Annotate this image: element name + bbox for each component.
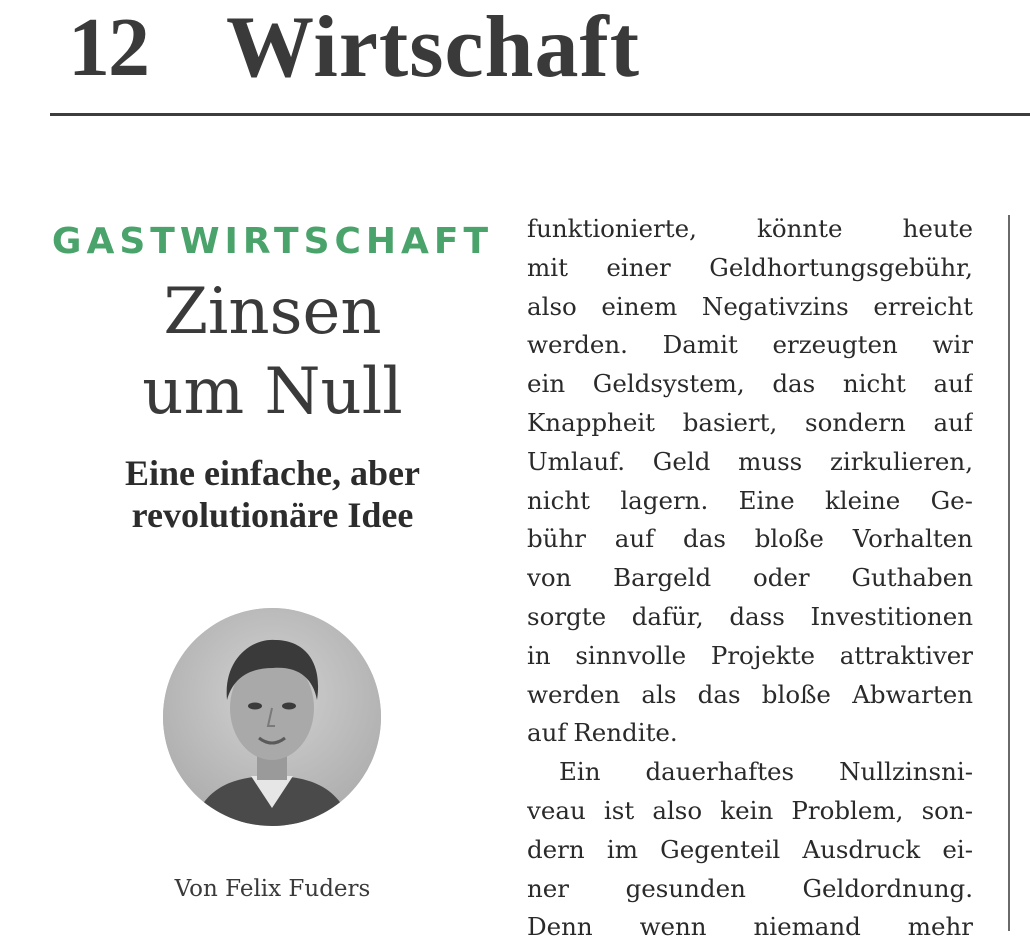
body-text-line: Umlauf. Geld muss zirkulieren, xyxy=(527,446,973,476)
author-portrait-image xyxy=(163,608,381,826)
body-text-line: werden. Damit erzeugten wir xyxy=(527,330,973,360)
body-text-line: in sinnvolle Projekte attraktiver xyxy=(527,640,973,670)
headline-line: um Null xyxy=(142,355,403,429)
header-divider xyxy=(50,113,1030,116)
body-text-line: auf Rendite. xyxy=(527,718,678,748)
article-byline: Von Felix Fuders xyxy=(174,876,371,902)
page-number: 12 xyxy=(68,1,148,94)
body-text-line: werden als das bloße Abwarten xyxy=(527,679,973,709)
body-text-line: mit einer Geldhortungsgebühr, xyxy=(527,252,973,282)
author-portrait xyxy=(163,608,381,826)
body-text-line: ner gesunden Geldordnung. xyxy=(527,873,973,903)
headline-line: Zinsen xyxy=(163,275,382,349)
body-text-line: funktionierte, könnte heute xyxy=(527,214,973,243)
body-text-line: dern im Gegenteil Ausdruck ei- xyxy=(527,834,973,864)
section-title: Wirtschaft xyxy=(226,0,641,96)
body-text-line: ein Geldsystem, das nicht auf xyxy=(527,369,973,399)
body-text-line: Ein dauerhaftes Nullzinsni- xyxy=(559,757,973,787)
column-divider xyxy=(1008,215,1010,931)
body-text-line: sorgte dafür, dass Investitionen xyxy=(527,601,973,631)
article-kicker: GASTWIRTSCHAFT xyxy=(51,221,494,262)
body-text-line: Denn wenn niemand mehr xyxy=(527,912,973,942)
article-body xyxy=(527,210,973,947)
body-text-line: veau ist also kein Problem, son- xyxy=(527,795,973,825)
article-intro xyxy=(50,210,495,536)
body-text-line: nicht lagern. Eine kleine Ge- xyxy=(527,485,973,515)
subheadline-line: revolutionäre Idee xyxy=(131,495,414,535)
page-header xyxy=(0,0,1030,118)
body-text-line: von Bargeld oder Guthaben xyxy=(527,563,973,593)
body-text-line: also einem Negativzins erreicht xyxy=(527,291,973,321)
body-text-line: Knappheit basiert, sondern auf xyxy=(527,407,973,437)
subheadline-line: Eine einfache, aber xyxy=(125,453,420,493)
article-headline xyxy=(50,272,495,432)
body-text-line: bühr auf das bloße Vorhalten xyxy=(527,524,973,554)
article-subheadline xyxy=(50,452,495,536)
